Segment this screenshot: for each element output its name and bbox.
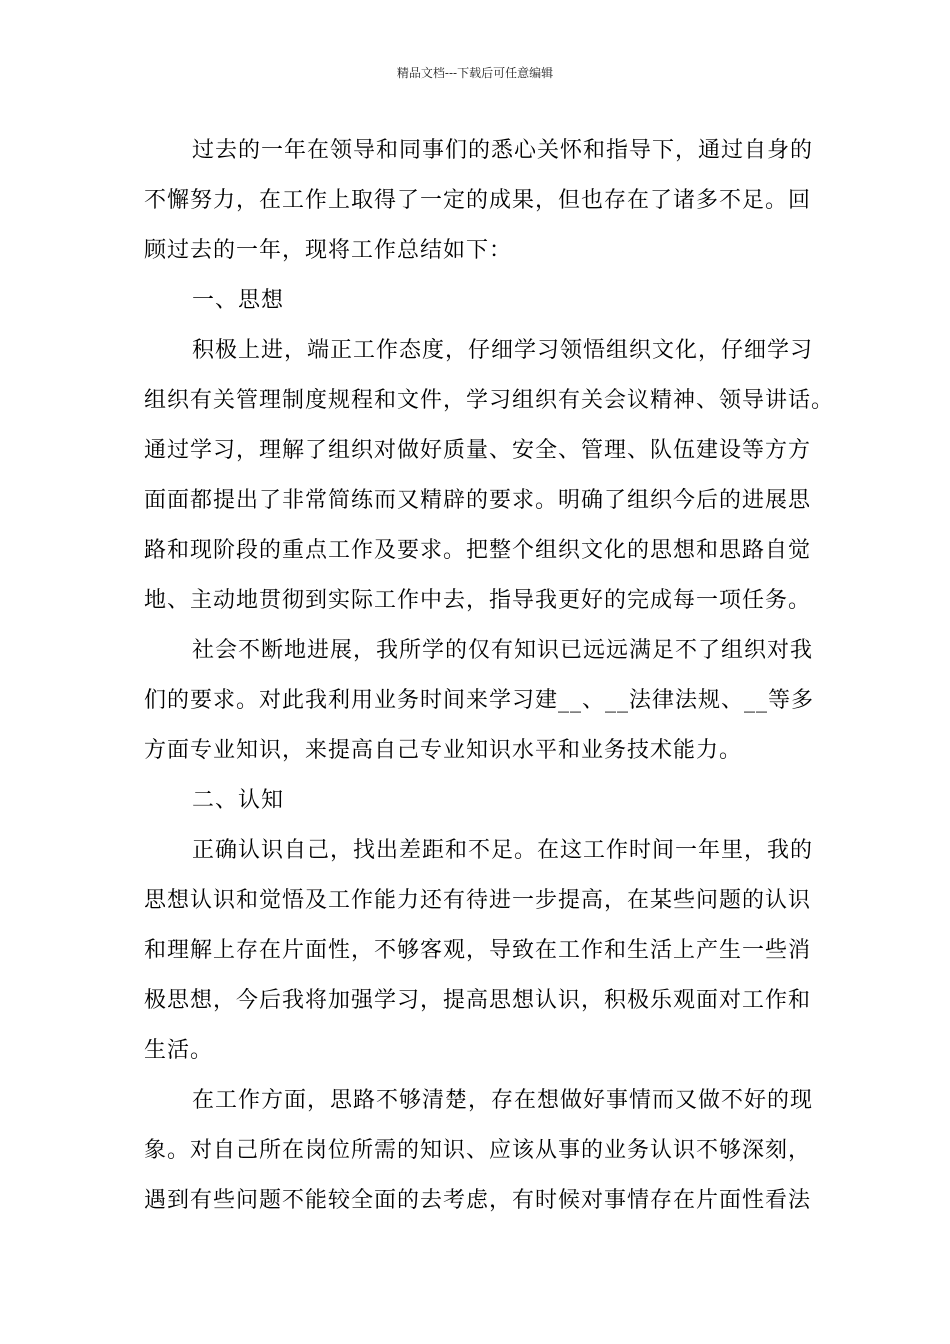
body-line: 在工作方面，思路不够清楚，存在想做好事情而又做不好的现: [192, 1088, 814, 1113]
body-line: 方面专业知识，来提高自己专业知识水平和业务技术能力。: [144, 738, 743, 763]
body-line: 面面都提出了非常简练而又精辟的要求。明确了组织今后的进展思: [144, 488, 812, 513]
body-line: 社会不断地进展，我所学的仅有知识已远远满足不了组织对我: [192, 638, 814, 663]
body-line: 们的要求。对此我利用业务时间来学习建__、__法律法规、__等多: [144, 688, 815, 713]
section-heading: 二、认知: [192, 788, 285, 813]
body-line: 正确认识自己，找出差距和不足。在这工作时间一年里，我的: [192, 838, 814, 863]
body-line: 地、主动地贯彻到实际工作中去，指导我更好的完成每一项任务。: [144, 588, 812, 613]
body-line: 组织有关管理制度规程和文件，学习组织有关会议精神、领导讲话。: [144, 388, 835, 413]
document-body: [144, 128, 835, 1228]
page-header: 精品文档---下载后可任意编辑: [396, 66, 554, 80]
body-line: 象。对自己所在岗位所需的知识、应该从事的业务认识不够深刻，: [144, 1138, 812, 1163]
body-line: 极思想，今后我将加强学习，提高思想认识，积极乐观面对工作和: [144, 988, 812, 1013]
body-line: 和理解上存在片面性，不够客观，导致在工作和生活上产生一些消: [144, 938, 812, 963]
body-line: 通过学习，理解了组织对做好质量、安全、管理、队伍建设等方方: [144, 438, 812, 463]
body-line: 生活。: [144, 1038, 214, 1063]
body-line: 不懈努力，在工作上取得了一定的成果，但也存在了诸多不足。回: [144, 188, 812, 213]
body-line: 积极上进，端正工作态度，仔细学习领悟组织文化，仔细学习: [192, 338, 814, 363]
section-heading: 一、思想: [192, 288, 285, 313]
body-line: 思想认识和觉悟及工作能力还有待进一步提高，在某些问题的认识: [144, 888, 812, 913]
body-line: 遇到有些问题不能较全面的去考虑，有时候对事情存在片面性看法: [144, 1188, 812, 1213]
body-line: 路和现阶段的重点工作及要求。把整个组织文化的思想和思路自觉: [144, 538, 812, 563]
body-line: 过去的一年在领导和同事们的悉心关怀和指导下，通过自身的: [192, 138, 814, 163]
body-line: 顾过去的一年，现将工作总结如下：: [144, 238, 513, 263]
